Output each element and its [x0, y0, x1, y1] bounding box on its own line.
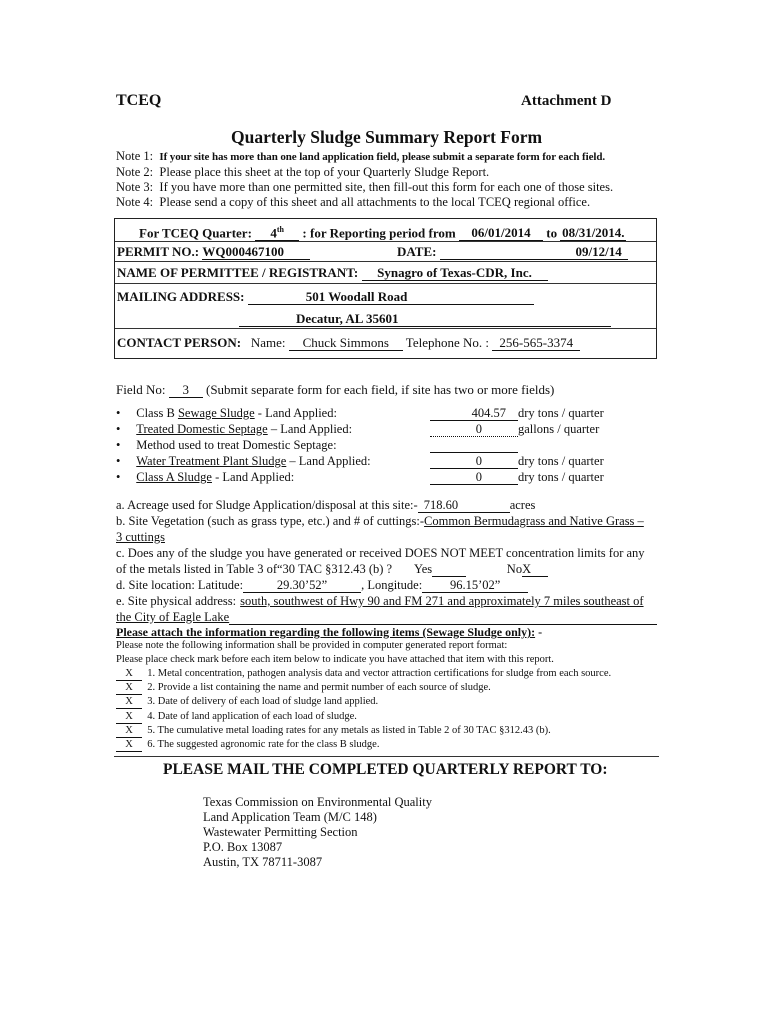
no-field[interactable]: X	[522, 562, 548, 577]
sludge-type-list	[116, 405, 371, 485]
contact-phone-field[interactable]: 256-565-3374	[492, 336, 580, 351]
physical-address-field[interactable]: south, southwest of Hwy 90 and FM 271 and approximately 7 miles southeast of	[240, 594, 644, 608]
note-2: Note 2: Please place this sheet at the top of your Quarterly Sludge Report.	[116, 165, 490, 179]
attach-item-6: X 6. The suggested agronomic rate for the class B sludge.	[116, 738, 611, 752]
attach-heading: Please attach the information regarding the following items (Sewage Sludge only): -	[116, 625, 543, 639]
mail-address-line: Land Application Team (M/C 148)	[203, 810, 377, 824]
sludge-item-septage: • Treated Domestic Septage – Land Applied:	[116, 422, 353, 436]
field-number-row: Field No: 3 (Submit separate form for each field, if site has two or more fields)	[116, 382, 555, 397]
contact-name-field[interactable]: Chuck Simmons	[289, 336, 403, 351]
physical-address-line2: the City of Eagle Lake	[116, 609, 657, 625]
question-e: e. Site physical address: south, southwest of Hwy 90 and FM 271 and approximately 7 miles southeast of	[116, 594, 644, 608]
attach-check-4[interactable]: X	[116, 711, 142, 724]
note-4: Note 4: Please send a copy of this sheet and all attachments to the local TCEQ regional office.	[116, 195, 591, 209]
latitude-field[interactable]: 29.30’52”	[243, 578, 361, 593]
attach-check-6[interactable]: X	[116, 739, 142, 752]
mailing-row: MAILING ADDRESS: 501 Woodall Road	[117, 289, 534, 305]
mail-heading: PLEASE MAIL THE COMPLETED QUARTERLY REPORT TO:	[163, 761, 608, 778]
mail-address-line: Wastewater Permitting Section	[203, 825, 358, 839]
attach-item-3: X 3. Date of delivery of each load of sludge land applied.	[116, 695, 611, 709]
section-divider	[114, 756, 659, 757]
question-c: c. Does any of the sludge you have generated or received DOES NOT MEET concentration limits for any	[116, 546, 645, 560]
class-a-amount-field[interactable]: 0	[430, 470, 518, 485]
field-number-field[interactable]: 3	[169, 383, 203, 398]
mailing-line1-field[interactable]: 501 Woodall Road	[248, 290, 534, 305]
sludge-item-method: • Method used to treat Domestic Septage:	[116, 438, 337, 452]
period-from-field[interactable]: 06/01/2014	[459, 226, 543, 241]
septage-amount-field[interactable]: 0	[430, 422, 518, 437]
mail-address-line: Texas Commission on Environmental Quality	[203, 795, 432, 809]
sludge-values: 404.57 dry tons / quarter 0 gallons / quarter 0 dry tons / quarter 0 dry tons / quarter	[430, 405, 604, 485]
vegetation-field-line2[interactable]: 3 cuttings	[116, 530, 165, 544]
question-a: a. Acreage used for Sludge Application/disposal at this site:- 718.60 acres	[116, 498, 536, 512]
attachment-label: Attachment D	[521, 93, 612, 109]
attach-note-2: Please place check mark before each item below to indicate you have attached that item with this report.	[116, 654, 554, 665]
yes-field[interactable]	[432, 562, 466, 577]
sludge-item-class-b: • Class B Sewage Sludge - Land Applied:	[116, 406, 337, 420]
attach-check-1[interactable]: X	[116, 668, 142, 681]
attach-item-5: X 5. The cumulative metal loading rates for any metals as listed in Table 2 of 30 TAC §312.43 (b).	[116, 724, 611, 738]
water-plant-amount-field[interactable]: 0	[430, 454, 518, 469]
mail-address-line: Austin, TX 78711-3087	[203, 855, 323, 869]
question-d: d. Site location: Latitude: 29.30’52” , Longitude: 96.15’02”	[116, 577, 528, 593]
contact-row: CONTACT PERSON: Name: Chuck Simmons Telephone No. : 256-565-3374	[117, 335, 580, 351]
sludge-item-class-a: • Class A Sludge - Land Applied:	[116, 470, 295, 484]
note-1: Note 1: If your site has more than one land application field, please submit a separate form for each field.	[116, 149, 605, 163]
vegetation-field[interactable]: Common Bermudagrass and Native Grass –	[424, 514, 644, 528]
quarter-field[interactable]: 4th	[255, 223, 299, 241]
mailing-row-2	[239, 311, 611, 327]
permittee-row: NAME OF PERMITTEE / REGISTRANT: Synagro of Texas-CDR, Inc.	[117, 265, 548, 281]
question-b: b. Site Vegetation (such as grass type, etc.) and # of cuttings:-Common Bermudagrass and Native Grass –	[116, 514, 644, 528]
sludge-item-water-plant: • Water Treatment Plant Sludge – Land Applied:	[116, 454, 371, 468]
date-row: DATE: 09/12/14	[397, 244, 628, 260]
attach-check-2[interactable]: X	[116, 682, 142, 695]
date-field[interactable]: 09/12/14	[440, 245, 628, 260]
acreage-field[interactable]: 718.60	[418, 498, 510, 513]
agency-name: TCEQ	[116, 92, 162, 109]
attach-item-4: X 4. Date of land application of each load of sludge.	[116, 710, 611, 724]
mail-address-line: P.O. Box 13087	[203, 840, 283, 854]
attach-item-2: X 2. Provide a list containing the name and permit number of each source of sludge.	[116, 681, 611, 695]
attach-check-5[interactable]: X	[116, 725, 142, 738]
notes-list	[116, 149, 613, 210]
attach-note-1: Please note the following information shall be provided in computer generated report format:	[116, 640, 508, 651]
form-title: Quarterly Sludge Summary Report Form	[231, 127, 543, 147]
mailing-line2-field[interactable]: Decatur, AL 35601	[239, 312, 611, 327]
permittee-info-box	[114, 218, 657, 359]
attach-item-1: X 1. Metal concentration, pathogen analysis data and vector attraction certifications for sludge from each source.	[116, 667, 611, 681]
mail-address	[203, 795, 432, 870]
period-to-field[interactable]: 08/31/2014.	[562, 225, 625, 241]
class-b-amount-field[interactable]: 404.57	[430, 406, 518, 421]
permit-number-field[interactable]: WQ000467100	[202, 245, 310, 260]
method-field[interactable]	[430, 438, 518, 453]
permit-row: PERMIT NO.: WQ000467100	[117, 244, 310, 260]
note-3: Note 3: If you have more than one permitted site, then fill-out this form for each one of those sites.	[116, 180, 614, 194]
longitude-field[interactable]: 96.15’02”	[422, 578, 528, 593]
question-c-line2: of the metals listed in Table 3 of“30 TAC §312.43 (b) ? Yes NoX	[116, 561, 548, 577]
attach-checklist	[116, 667, 611, 752]
quarter-row: For TCEQ Quarter: 4th : for Reporting period from 06/01/2014 to 08/31/2014.	[139, 225, 625, 241]
attach-check-3[interactable]: X	[116, 696, 142, 709]
permittee-name-field[interactable]: Synagro of Texas-CDR, Inc.	[362, 266, 548, 281]
